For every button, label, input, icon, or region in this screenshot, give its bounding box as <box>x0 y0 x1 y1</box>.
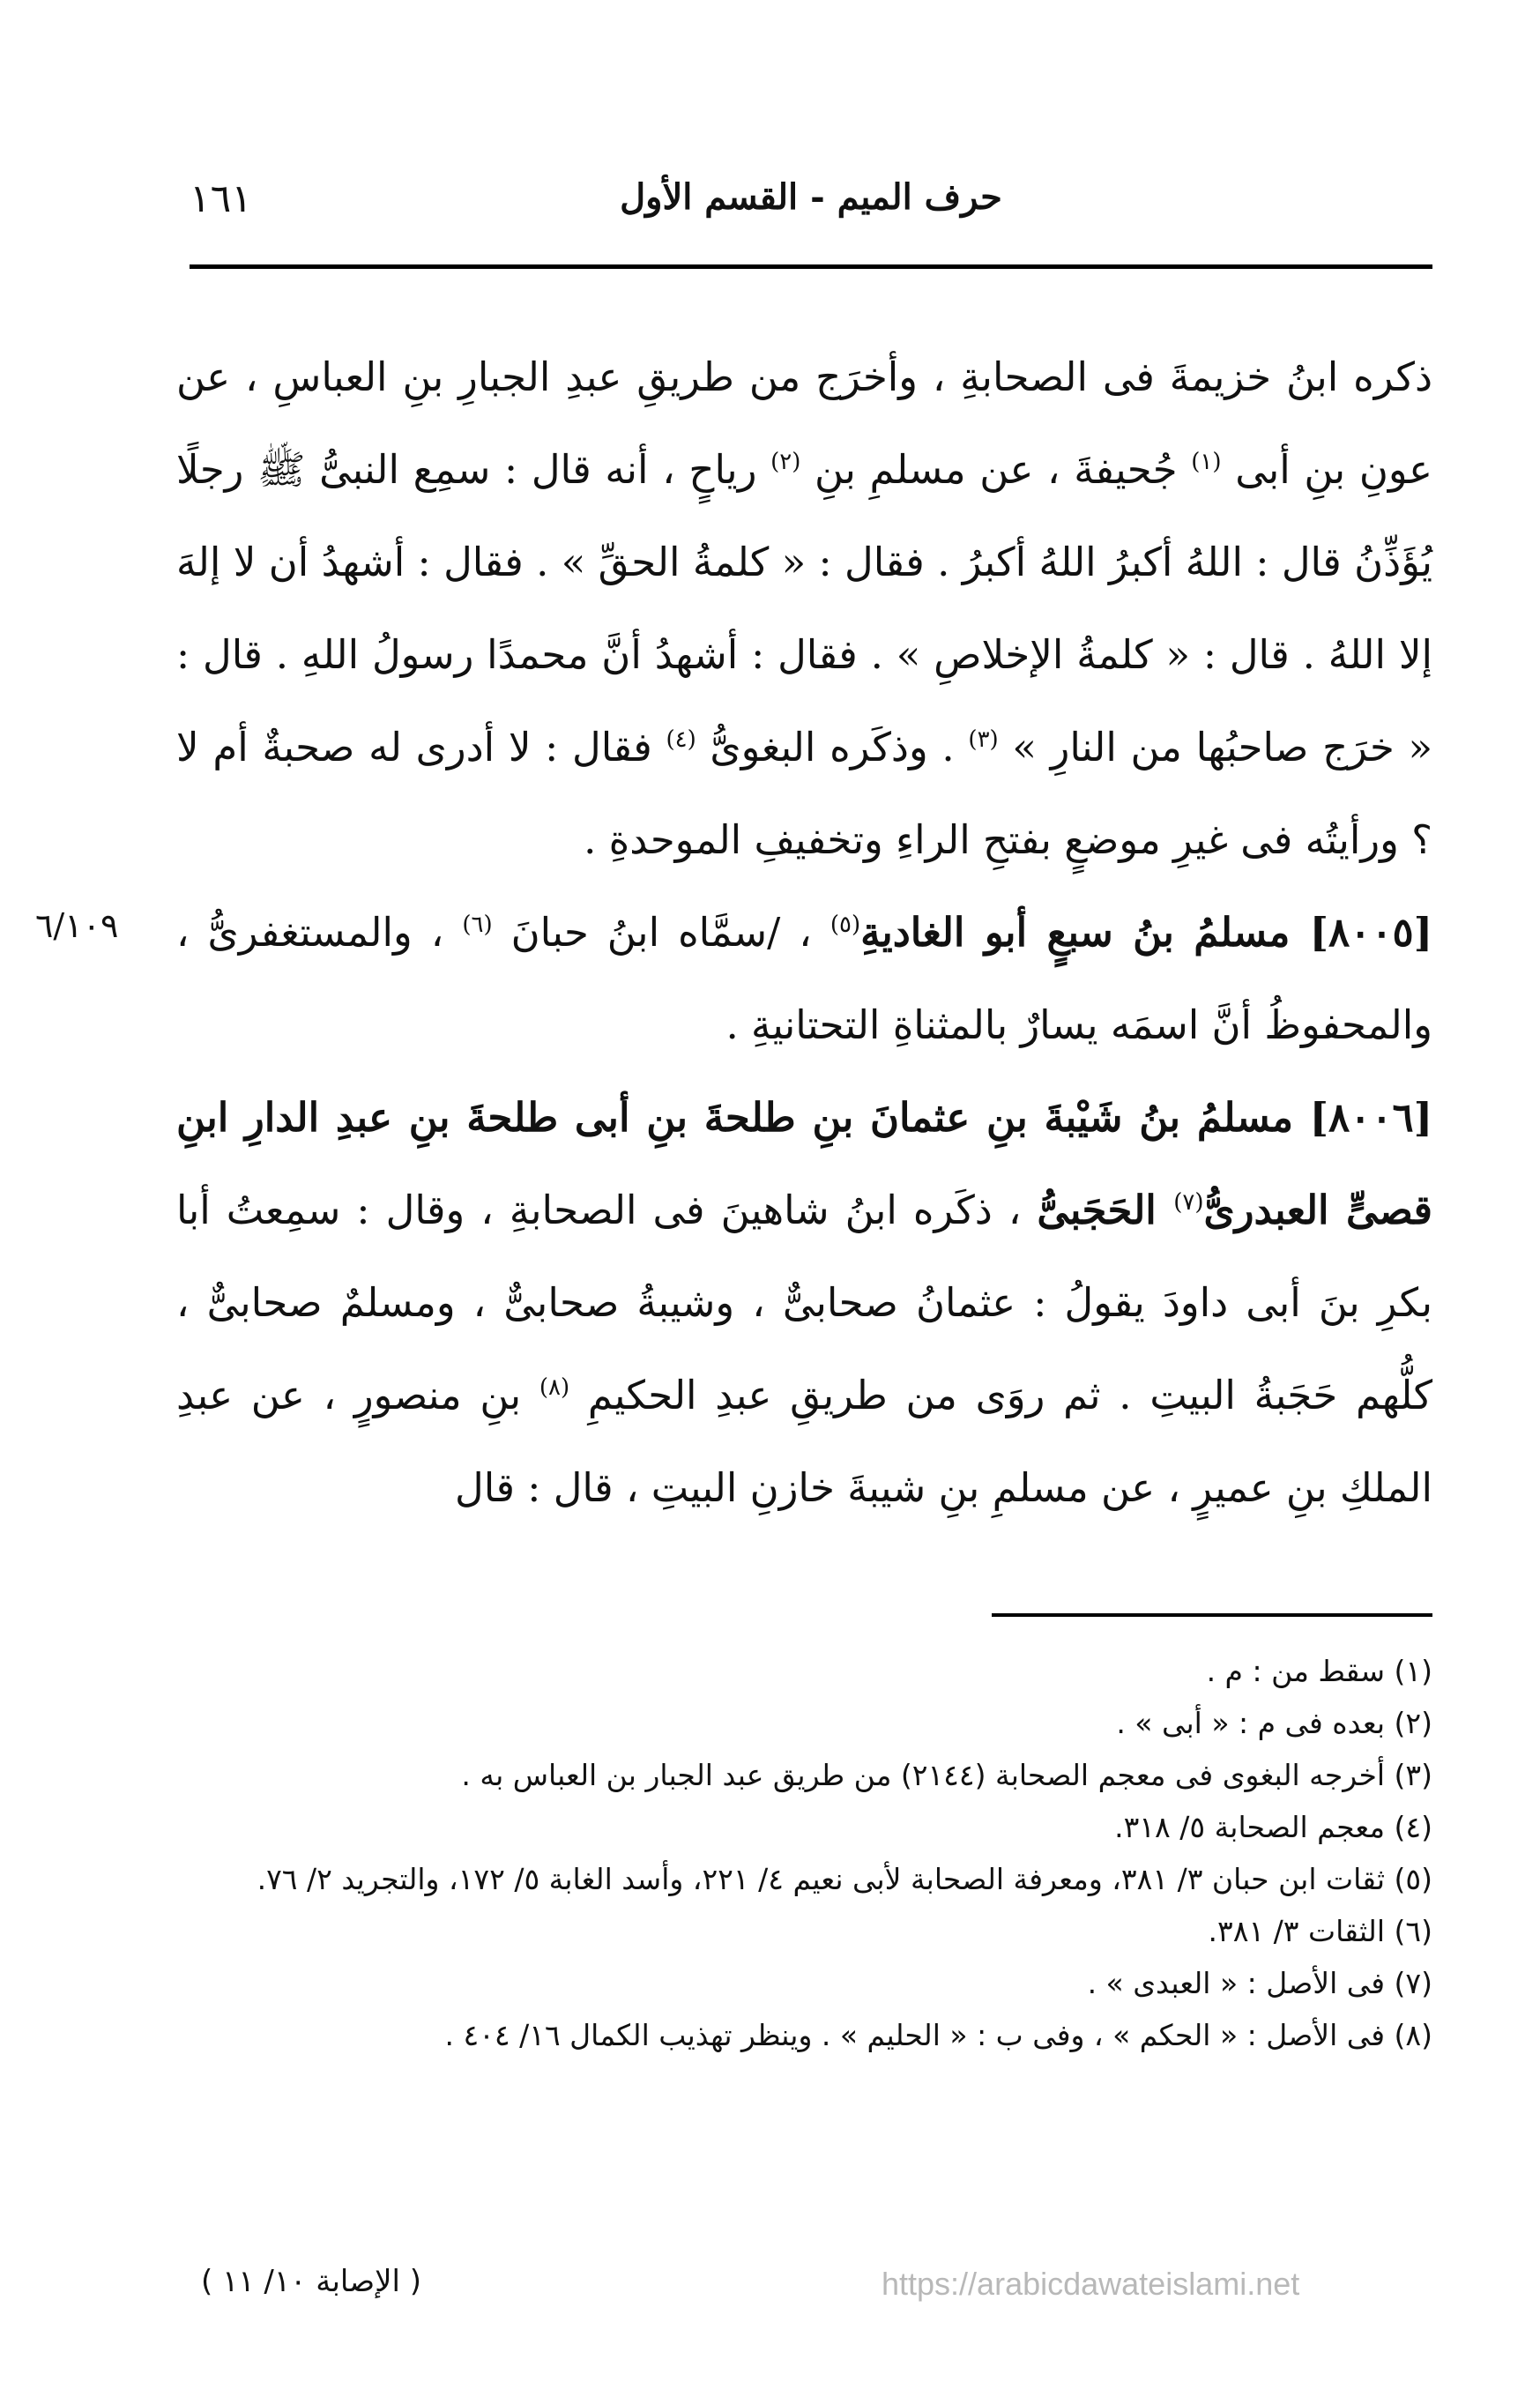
text-run: ، والمستغفرىُّ ، والمحفوظُ أنَّ اسمَه يسارٌ بالمثناةِ التحتانيةِ . <box>176 909 1432 1048</box>
watermark-url: https://arabicdawateislami.net <box>882 2266 1300 2302</box>
footnote-ref-5: (٥) <box>830 912 861 938</box>
entry-8006 <box>176 1071 1432 1534</box>
footnote-ref-2: (٢) <box>770 449 801 475</box>
page-number: ١٦١ <box>190 176 252 221</box>
footnote: (٢) بعده فى م : « أبى » . <box>1116 1706 1432 1740</box>
entry-nisba: الحَجَبىُّ <box>1037 1187 1174 1233</box>
footnote-ref-8: (٨) <box>539 1374 570 1401</box>
text-run: فقال : لا أدرى له صحبةٌ أم لا ؟ ورأيتُه فى غيرِ موضعٍ بفتحِ الراءِ وتخفيفِ الموحدةِ . <box>176 724 1432 863</box>
volume-signature: ( الإصابة ١٠/ ١١ ) <box>201 2264 422 2299</box>
entry-name: مسلمُ بنُ سبعٍ أبو الغاديةِ <box>860 909 1310 956</box>
footnote-ref-6: (٦) <box>462 912 493 938</box>
footnote: (٦) الثقات ٣/ ٣٨١. <box>1208 1914 1432 1948</box>
footnote: (٤) معجم الصحابة ٥/ ٣١٨. <box>1114 1810 1432 1844</box>
header-title: حرف الميم - القسم الأول <box>620 176 1002 218</box>
footnote: (٧) فى الأصل : « العبدى » . <box>1087 1966 1432 2000</box>
footnote: (٥) ثقات ابن حبان ٣/ ٣٨١، ومعرفة الصحابة لأبى نعيم ٤/ ٢٢١، وأسد الغابة ٥/ ١٧٢، والتجريد ٢/ ٧٦. <box>257 1862 1432 1896</box>
text-run: . وذكَره البغوىُّ <box>696 724 969 770</box>
entry-number: [٨٠٠٥] <box>1309 909 1432 956</box>
header-rule <box>190 264 1432 269</box>
margin-reference: ٦/١٠٩ <box>35 906 119 945</box>
footnote-ref-4: (٤) <box>666 726 696 753</box>
footnote: (١) سقط من : م . <box>1206 1654 1432 1688</box>
text-run: بنِ منصورٍ ، عن عبدِ الملكِ بنِ عميرٍ ، عن مسلمِ بنِ شيبةَ خازنِ البيتِ ، قال : قال <box>176 1372 1432 1511</box>
footnote: (٣) أخرجه البغوى فى معجم الصحابة (٢١٤٤) من طريق عبد الجبار بن العباس به . <box>461 1758 1432 1792</box>
footnotes <box>176 1645 1432 2061</box>
entry-8005 <box>176 886 1432 1071</box>
footnote-ref-3: (٣) <box>968 726 999 753</box>
paragraph-continuation <box>176 331 1432 886</box>
running-header <box>190 176 1432 238</box>
text-run: ذكره ابنُ خزيمةَ فى الصحابةِ ، وأخرَج من طريقِ عبدِ الجبارِ بنِ العباسِ ، عن عونِ بنِ أبى <box>176 354 1432 493</box>
text-run: رياحٍ ، أنه قال : سمِع النبىُّ ﷺ رجلًا يُؤَذِّنُ قال : اللهُ أكبرُ اللهُ أكبرُ . فقال : « كلمةُ الحقِّ » . فقال : أشهدُ أن لا إلهَ إلا اللهُ . قال : « كلمةُ الإخلاصِ » . فقال : أشهدُ أنَّ محمدًا رسولُ اللهِ . قال : « خرَج صاحبُها من النارِ » <box>176 446 1433 770</box>
footnote-rule <box>992 1613 1432 1617</box>
text-run: جُحيفةَ ، عن مسلمِ بنِ <box>800 446 1192 493</box>
footnote: (٨) فى الأصل : « الحكم » ، وفى ب : « الحليم » . وينظر تهذيب الكمال ١٦/ ٤٠٤ . <box>444 2018 1432 2052</box>
text-run: ، ذكَره ابنُ شاهينَ فى الصحابةِ ، وقال : سمِعتُ أبا بكرِ بنَ أبى داودَ يقولُ : عثمانُ صحابىٌّ ، وشيبةُ صحابىٌّ ، ومسلمٌ صحابىٌّ ، كلُّهم حَجَبةُ البيتِ . ثم روَى من طريقِ عبدِ الحكيمِ <box>176 1187 1432 1418</box>
main-text <box>176 331 1432 1534</box>
entry-name: مسلمُ بنُ شَيْبةَ بنِ عثمانَ بنِ طلحةَ بنِ أبى طلحةَ بنِ عبدِ الدارِ ابنِ قصىٍّ العبدرىُّ <box>176 1094 1432 1233</box>
footnote-ref-7: (٧) <box>1173 1189 1204 1216</box>
footnote-ref-1: (١) <box>1191 449 1222 475</box>
entry-number: [٨٠٠٦] <box>1309 1094 1432 1141</box>
text-run: ، /سمَّاه ابنُ حبانَ <box>492 909 830 956</box>
